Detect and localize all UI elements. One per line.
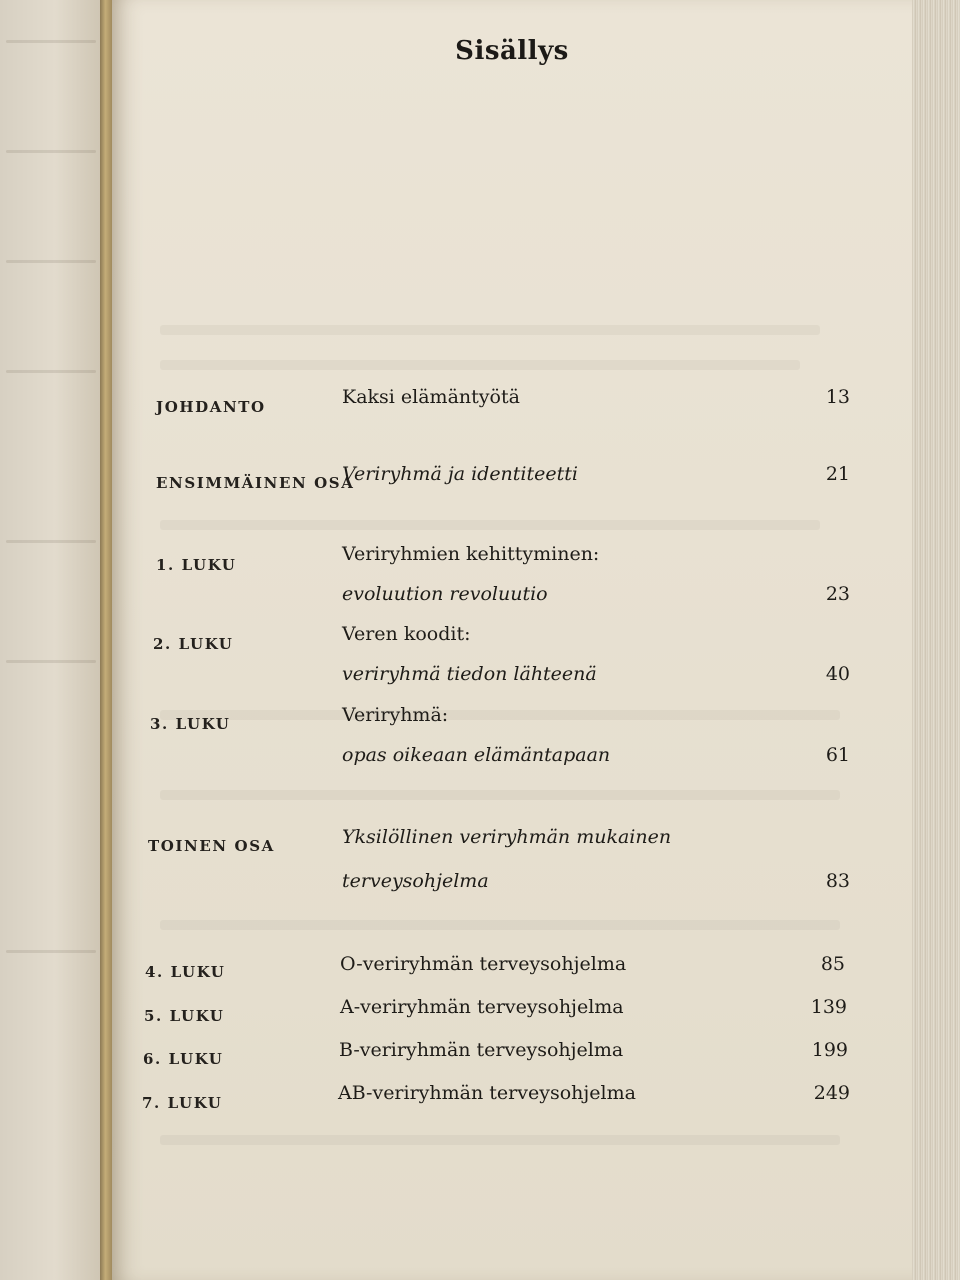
book-binding (100, 0, 112, 1280)
toc-page-number: 249 (813, 1082, 850, 1104)
toc-entry-subtitle: opas oikeaan elämäntapaan (342, 744, 611, 766)
bleed-line (6, 370, 96, 373)
toc-entry-title: Veriryhmä: (342, 704, 449, 726)
left-facing-page (0, 0, 100, 1280)
show-through (160, 790, 840, 800)
page-title: Sisällys (455, 36, 569, 66)
show-through (160, 1135, 840, 1145)
toc-entry-title: B-veriryhmän terveysohjelma (339, 1039, 624, 1061)
bleed-line (6, 540, 96, 543)
bleed-line (6, 260, 96, 263)
toc-entry-title: Kaksi elämäntyötä (342, 386, 520, 408)
toc-entry-title: O-veriryhmän terveysohjelma (340, 953, 627, 975)
bleed-line (6, 660, 96, 663)
toc-label: ENSIMMÄINEN OSA (156, 474, 355, 492)
toc-label: 3. LUKU (150, 715, 231, 733)
show-through (160, 360, 800, 370)
toc-page-number: 13 (825, 386, 850, 408)
toc-entry-title: Veriryhmien kehittyminen: (342, 543, 600, 565)
show-through (160, 710, 840, 720)
toc-label: 2. LUKU (153, 635, 234, 653)
toc-page-number: 61 (825, 744, 850, 766)
page-edges (912, 0, 960, 1280)
toc-label: 1. LUKU (156, 556, 237, 574)
toc-entry-title: Veren koodit: (342, 623, 471, 645)
toc-entry-title: Yksilöllinen veriryhmän mukainen (342, 826, 672, 848)
show-through (160, 520, 820, 530)
show-through (160, 920, 840, 930)
toc-entry-subtitle: terveysohjelma (342, 870, 489, 892)
toc-page-number: 199 (811, 1039, 848, 1061)
toc-page-number: 139 (810, 996, 847, 1018)
bleed-line (6, 950, 96, 953)
toc-page-number: 21 (825, 463, 850, 485)
toc-label: 4. LUKU (145, 963, 226, 981)
toc-page-number: 85 (820, 953, 845, 975)
toc-label: 5. LUKU (144, 1007, 225, 1025)
toc-page-number: 23 (825, 583, 850, 605)
show-through (160, 325, 820, 335)
toc-entry-title: A-veriryhmän terveysohjelma (340, 996, 624, 1018)
toc-label: 6. LUKU (143, 1050, 224, 1068)
toc-entry-subtitle: evoluution revoluutio (342, 583, 548, 605)
toc-entry-title: Veriryhmä ja identiteetti (342, 463, 578, 485)
bleed-line (6, 40, 96, 43)
toc-page-number: 40 (825, 663, 850, 685)
bleed-line (6, 150, 96, 153)
toc-label: 7. LUKU (142, 1094, 223, 1112)
toc-entry-title: AB-veriryhmän terveysohjelma (338, 1082, 636, 1104)
toc-label: TOINEN OSA (148, 837, 275, 855)
toc-entry-subtitle: veriryhmä tiedon lähteenä (342, 663, 597, 685)
toc-label: JOHDANTO (156, 398, 266, 416)
toc-page-number: 83 (825, 870, 850, 892)
